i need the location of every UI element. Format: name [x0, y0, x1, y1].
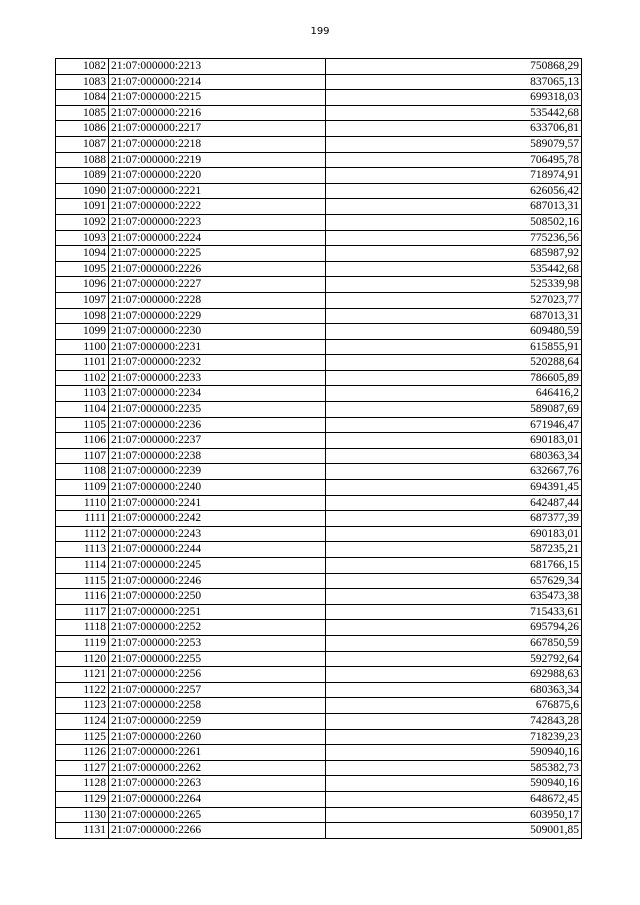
cadastral-value-cell: 687377,39	[326, 511, 582, 527]
table-row	[56, 698, 582, 714]
row-number-cell: 1096	[56, 277, 109, 293]
cadastral-value-cell: 694391,45	[326, 480, 582, 496]
cadastral-value-cell: 527023,77	[326, 292, 582, 308]
row-number-cell: 1114	[56, 558, 109, 574]
cadastral-number-cell: 21:07:000000:2230	[109, 324, 326, 340]
cadastral-number-cell: 21:07:000000:2220	[109, 168, 326, 184]
cadastral-number-cell: 21:07:000000:2264	[109, 791, 326, 807]
row-number-cell: 1087	[56, 136, 109, 152]
cadastral-value-cell: 525339,98	[326, 277, 582, 293]
cadastral-value-cell: 590940,16	[326, 745, 582, 761]
table-row	[56, 526, 582, 542]
cadastral-number-cell: 21:07:000000:2242	[109, 511, 326, 527]
row-number-cell: 1117	[56, 604, 109, 620]
cadastral-number-cell: 21:07:000000:2265	[109, 807, 326, 823]
row-number-cell: 1094	[56, 246, 109, 262]
cadastral-number-cell: 21:07:000000:2232	[109, 355, 326, 371]
cadastral-value-cell: 680363,34	[326, 682, 582, 698]
cadastral-value-cell: 671946,47	[326, 417, 582, 433]
cadastral-number-cell: 21:07:000000:2235	[109, 402, 326, 418]
row-number-cell: 1120	[56, 651, 109, 667]
cadastral-value-cell: 687013,31	[326, 308, 582, 324]
table-row	[56, 74, 582, 90]
table-row	[56, 152, 582, 168]
cadastral-value-cell: 632667,76	[326, 464, 582, 480]
cadastral-number-cell: 21:07:000000:2239	[109, 464, 326, 480]
cadastral-value-cell: 508502,16	[326, 214, 582, 230]
cadastral-value-cell: 718239,23	[326, 729, 582, 745]
table-row	[56, 90, 582, 106]
table-row	[56, 121, 582, 137]
row-number-cell: 1121	[56, 667, 109, 683]
cadastral-number-cell: 21:07:000000:2238	[109, 448, 326, 464]
row-number-cell: 1107	[56, 448, 109, 464]
cadastral-number-cell: 21:07:000000:2215	[109, 90, 326, 106]
cadastral-value-cell: 635473,38	[326, 589, 582, 605]
cadastral-number-cell: 21:07:000000:2227	[109, 277, 326, 293]
table-row	[56, 386, 582, 402]
cadastral-number-cell: 21:07:000000:2246	[109, 573, 326, 589]
cadastral-number-cell: 21:07:000000:2257	[109, 682, 326, 698]
cadastral-value-cell: 681766,15	[326, 558, 582, 574]
cadastral-value-cell: 690183,01	[326, 526, 582, 542]
cadastral-number-cell: 21:07:000000:2237	[109, 433, 326, 449]
cadastral-value-cell: 646416,2	[326, 386, 582, 402]
table-row	[56, 542, 582, 558]
row-number-cell: 1091	[56, 199, 109, 215]
cadastral-number-cell: 21:07:000000:2258	[109, 698, 326, 714]
cadastral-number-cell: 21:07:000000:2244	[109, 542, 326, 558]
row-number-cell: 1085	[56, 105, 109, 121]
row-number-cell: 1097	[56, 292, 109, 308]
row-number-cell: 1129	[56, 791, 109, 807]
cadastral-value-cell: 695794,26	[326, 620, 582, 636]
cadastral-number-cell: 21:07:000000:2240	[109, 480, 326, 496]
row-number-cell: 1090	[56, 183, 109, 199]
row-number-cell: 1122	[56, 682, 109, 698]
table-row	[56, 620, 582, 636]
cadastral-value-cell: 615855,91	[326, 339, 582, 355]
cadastral-number-cell: 21:07:000000:2224	[109, 230, 326, 246]
row-number-cell: 1112	[56, 526, 109, 542]
cadastral-value-cell: 642487,44	[326, 495, 582, 511]
cadastral-number-cell: 21:07:000000:2243	[109, 526, 326, 542]
row-number-cell: 1082	[56, 59, 109, 75]
row-number-cell: 1093	[56, 230, 109, 246]
cadastral-number-cell: 21:07:000000:2222	[109, 199, 326, 215]
cadastral-number-cell: 21:07:000000:2266	[109, 823, 326, 839]
row-number-cell: 1115	[56, 573, 109, 589]
table-row	[56, 558, 582, 574]
table-row	[56, 651, 582, 667]
cadastral-value-cell: 692988,63	[326, 667, 582, 683]
table-row	[56, 246, 582, 262]
table-row	[56, 448, 582, 464]
row-number-cell: 1130	[56, 807, 109, 823]
table-row	[56, 370, 582, 386]
cadastral-number-cell: 21:07:000000:2228	[109, 292, 326, 308]
table-row	[56, 729, 582, 745]
cadastral-number-cell: 21:07:000000:2218	[109, 136, 326, 152]
cadastral-value-cell: 648672,45	[326, 791, 582, 807]
row-number-cell: 1111	[56, 511, 109, 527]
table-row	[56, 308, 582, 324]
table-row	[56, 433, 582, 449]
row-number-cell: 1104	[56, 402, 109, 418]
row-number-cell: 1103	[56, 386, 109, 402]
cadastral-value-cell: 718974,91	[326, 168, 582, 184]
cadastral-value-cell: 509001,85	[326, 823, 582, 839]
cadastral-number-cell: 21:07:000000:2226	[109, 261, 326, 277]
cadastral-number-cell: 21:07:000000:2241	[109, 495, 326, 511]
table-row	[56, 667, 582, 683]
cadastral-number-cell: 21:07:000000:2261	[109, 745, 326, 761]
table-row	[56, 495, 582, 511]
row-number-cell: 1108	[56, 464, 109, 480]
row-number-cell: 1125	[56, 729, 109, 745]
row-number-cell: 1086	[56, 121, 109, 137]
cadastral-number-cell: 21:07:000000:2229	[109, 308, 326, 324]
cadastral-value-cell: 626056,42	[326, 183, 582, 199]
row-number-cell: 1106	[56, 433, 109, 449]
table-row	[56, 183, 582, 199]
table-row	[56, 791, 582, 807]
cadastral-value-cell: 589087,69	[326, 402, 582, 418]
cadastral-value-cell: 585382,73	[326, 760, 582, 776]
table-row	[56, 823, 582, 839]
cadastral-value-cell: 742843,28	[326, 713, 582, 729]
cadastral-value-cell: 592792,64	[326, 651, 582, 667]
row-number-cell: 1084	[56, 90, 109, 106]
table-row	[56, 480, 582, 496]
table-row	[56, 59, 582, 75]
table-row	[56, 355, 582, 371]
cadastral-number-cell: 21:07:000000:2214	[109, 74, 326, 90]
cadastral-value-cell: 633706,81	[326, 121, 582, 137]
table-row	[56, 214, 582, 230]
table-row	[56, 168, 582, 184]
table-row	[56, 277, 582, 293]
row-number-cell: 1109	[56, 480, 109, 496]
row-number-cell: 1127	[56, 760, 109, 776]
cadastral-number-cell: 21:07:000000:2236	[109, 417, 326, 433]
row-number-cell: 1101	[56, 355, 109, 371]
cadastral-number-cell: 21:07:000000:2255	[109, 651, 326, 667]
table-row	[56, 573, 582, 589]
cadastral-number-cell: 21:07:000000:2253	[109, 635, 326, 651]
row-number-cell: 1119	[56, 635, 109, 651]
cadastral-value-cell: 687013,31	[326, 199, 582, 215]
row-number-cell: 1092	[56, 214, 109, 230]
table-row	[56, 136, 582, 152]
cadastral-number-cell: 21:07:000000:2225	[109, 246, 326, 262]
row-number-cell: 1105	[56, 417, 109, 433]
cadastral-value-cell: 706495,78	[326, 152, 582, 168]
cadastral-number-cell: 21:07:000000:2216	[109, 105, 326, 121]
cadastral-number-cell: 21:07:000000:2259	[109, 713, 326, 729]
cadastral-number-cell: 21:07:000000:2213	[109, 59, 326, 75]
table-row	[56, 261, 582, 277]
cadastral-number-cell: 21:07:000000:2262	[109, 760, 326, 776]
cadastral-value-cell: 699318,03	[326, 90, 582, 106]
row-number-cell: 1102	[56, 370, 109, 386]
cadastral-value-table	[55, 58, 582, 839]
table-row	[56, 776, 582, 792]
cadastral-value-cell: 657629,34	[326, 573, 582, 589]
cadastral-number-cell: 21:07:000000:2221	[109, 183, 326, 199]
table-row	[56, 417, 582, 433]
cadastral-number-cell: 21:07:000000:2256	[109, 667, 326, 683]
row-number-cell: 1083	[56, 74, 109, 90]
table-body	[56, 59, 582, 839]
cadastral-number-cell: 21:07:000000:2219	[109, 152, 326, 168]
row-number-cell: 1098	[56, 308, 109, 324]
row-number-cell: 1128	[56, 776, 109, 792]
cadastral-value-cell: 837065,13	[326, 74, 582, 90]
table-row	[56, 589, 582, 605]
cadastral-value-cell: 535442,68	[326, 261, 582, 277]
row-number-cell: 1095	[56, 261, 109, 277]
cadastral-number-cell: 21:07:000000:2233	[109, 370, 326, 386]
cadastral-value-cell: 750868,29	[326, 59, 582, 75]
cadastral-value-cell: 667850,59	[326, 635, 582, 651]
table-row	[56, 324, 582, 340]
cadastral-value-cell: 590940,16	[326, 776, 582, 792]
table-row	[56, 199, 582, 215]
cadastral-number-cell: 21:07:000000:2250	[109, 589, 326, 605]
table-row	[56, 292, 582, 308]
table-row	[56, 105, 582, 121]
table-row	[56, 464, 582, 480]
cadastral-number-cell: 21:07:000000:2234	[109, 386, 326, 402]
cadastral-value-cell: 587235,21	[326, 542, 582, 558]
cadastral-value-cell: 589079,57	[326, 136, 582, 152]
cadastral-number-cell: 21:07:000000:2217	[109, 121, 326, 137]
row-number-cell: 1131	[56, 823, 109, 839]
cadastral-number-cell: 21:07:000000:2263	[109, 776, 326, 792]
page-number: 199	[310, 26, 330, 37]
cadastral-number-cell: 21:07:000000:2223	[109, 214, 326, 230]
table-row	[56, 682, 582, 698]
cadastral-value-cell: 535442,68	[326, 105, 582, 121]
table-row	[56, 807, 582, 823]
table-row	[56, 713, 582, 729]
table-row	[56, 635, 582, 651]
table-row	[56, 339, 582, 355]
row-number-cell: 1126	[56, 745, 109, 761]
cadastral-number-cell: 21:07:000000:2231	[109, 339, 326, 355]
table-row	[56, 511, 582, 527]
row-number-cell: 1099	[56, 324, 109, 340]
cadastral-value-cell: 603950,17	[326, 807, 582, 823]
row-number-cell: 1100	[56, 339, 109, 355]
row-number-cell: 1123	[56, 698, 109, 714]
cadastral-number-cell: 21:07:000000:2252	[109, 620, 326, 636]
row-number-cell: 1113	[56, 542, 109, 558]
cadastral-value-cell: 676875,6	[326, 698, 582, 714]
table-row	[56, 604, 582, 620]
row-number-cell: 1118	[56, 620, 109, 636]
cadastral-value-cell: 609480,59	[326, 324, 582, 340]
cadastral-value-cell: 520288,64	[326, 355, 582, 371]
row-number-cell: 1088	[56, 152, 109, 168]
cadastral-value-cell: 775236,56	[326, 230, 582, 246]
table-row	[56, 745, 582, 761]
cadastral-value-cell: 690183,01	[326, 433, 582, 449]
row-number-cell: 1110	[56, 495, 109, 511]
table-row	[56, 402, 582, 418]
table-row	[56, 760, 582, 776]
cadastral-value-cell: 685987,92	[326, 246, 582, 262]
cadastral-number-cell: 21:07:000000:2251	[109, 604, 326, 620]
cadastral-value-cell: 680363,34	[326, 448, 582, 464]
cadastral-value-cell: 715433,61	[326, 604, 582, 620]
row-number-cell: 1116	[56, 589, 109, 605]
cadastral-number-cell: 21:07:000000:2245	[109, 558, 326, 574]
cadastral-value-cell: 786605,89	[326, 370, 582, 386]
row-number-cell: 1124	[56, 713, 109, 729]
table-row	[56, 230, 582, 246]
cadastral-number-cell: 21:07:000000:2260	[109, 729, 326, 745]
row-number-cell: 1089	[56, 168, 109, 184]
